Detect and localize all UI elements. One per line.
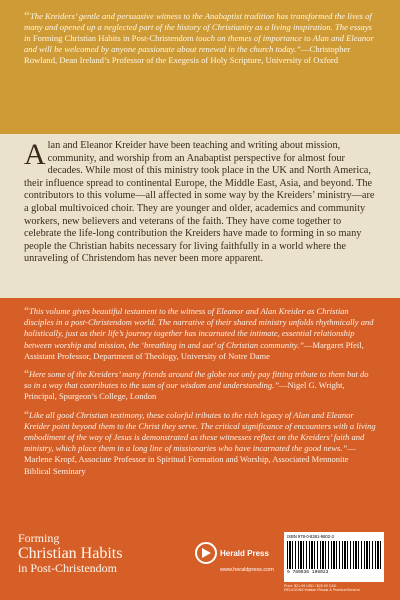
endorsement-attribution: —Margaret Pfeil, Assistant Professor, Department of Theology, University of Notre Dame: [24, 339, 364, 361]
series-title: [18, 532, 122, 575]
herald-press-logo-icon: [195, 542, 217, 564]
top-endorsement-text-2: touch on themes of importance to Alan and Eleanor and will be welcomed by anyone passionate about renewal in the church today.”: [24, 33, 374, 54]
isbn-barcode: [284, 532, 384, 582]
publisher-block: [195, 542, 274, 573]
series-title-line-2: Christian Habits: [18, 545, 123, 562]
endorsement: [24, 306, 376, 362]
price-line: Price: $21.99 USD / $25.99 CAD: [284, 584, 337, 588]
top-endorsement-text-1: The Kreiders’ gentle and persuasive witness to the Anabaptist tradition has transformed the lives of many and opened up a neglected part of the history of Christianity as a living inspiration. The essays in: [24, 11, 373, 43]
top-endorsement: [24, 10, 376, 66]
endorsement-text: This volume gives beautiful testament to the witness of Eleanor and Alan Kreider as Christian disciples in a post-Christendom world. The narrative of their shared ministry unfolds rhythmically and holistically, just as their life’s journey together has incarnated the intimate, essential relationship between worship and mission, the ‘breathing in and out’ of Christian community.”: [24, 306, 374, 350]
open-quote-mark: “: [24, 8, 30, 22]
endorsement-attribution: —Marlene Kropf, Associate Professor in Spiritual Formation and Worship, Associated Mennonite Biblical Seminary: [24, 443, 356, 476]
series-title-line-1: Forming: [18, 531, 60, 545]
open-quote-mark: “: [24, 409, 29, 421]
open-quote-mark: “: [24, 306, 29, 317]
barcode-bars: [287, 541, 381, 569]
publisher-name: Herald Press: [220, 548, 269, 558]
open-quote-mark: “: [24, 369, 29, 381]
isbn-number: ISBN 978-0-8361-9602-3: [287, 534, 334, 539]
endorsement-text: Like all good Christian testimony, these colorful tributes to the rich legacy of Alan and Eleanor Kreider point beyond them to the Christ they serve. The critical significance of encounters with a living embodiment of the way of Jesus is demonstrated as these witnesses reflect on the Kreiders’ faith and ministry, which place them in a long line of missionaries who have incarnated the good news.”: [24, 409, 376, 454]
category-line: RELIGION/Christian Rituals & Practice/General: [284, 588, 360, 593]
price-info: [284, 584, 394, 593]
book-description-text: lan and Eleanor Kreider have been teaching and writing about mission, community, and worship from an Anabaptist perspective for almost four decades. While most of this ministry took place in the UK and North America, their influence spread to continental Europe, the Middle East, Asia, and beyond. The contributors to this volume—all affected in some way by the Kreiders’ ministry—are a global multivoiced choir. They are younger and older, academics and community workers, new believers and veterans of the faith. They have come together to celebrate the life-long contribution the Kreiders have made to forming in so many people the Christian habits necessary for living faithfully in a world where the unraveling of Christendom has never been more apparent.: [24, 140, 375, 265]
endorsement: [24, 369, 376, 403]
endorsement-attribution: —Nigel G. Wright, Principal, Spurgeon’s College, London: [24, 380, 345, 402]
series-title-line-3: in Post-Christendom: [18, 561, 118, 575]
book-description-panel: [0, 134, 400, 298]
drop-cap: A: [24, 138, 46, 171]
endorsement: [24, 410, 376, 477]
publisher-url: www.heraldpress.com: [220, 567, 274, 573]
endorsement-text: Here some of the Kreiders’ many friends around the globe not only pay fitting tribute to them but do so in a way that contributes to the sum of our wisdom and understanding.”: [24, 369, 369, 391]
book-title-mention: Forming Christian Habits in Post-Christendom: [32, 33, 194, 43]
book-description: [24, 140, 378, 266]
top-endorsement-panel: [0, 0, 400, 134]
top-endorsement-attribution: —Christopher Rowland, Dean Ireland’s Professor of the Exegesis of Holy Scripture, University of Oxford: [24, 44, 351, 65]
barcode-digits: 9 780836 196023: [287, 570, 329, 575]
